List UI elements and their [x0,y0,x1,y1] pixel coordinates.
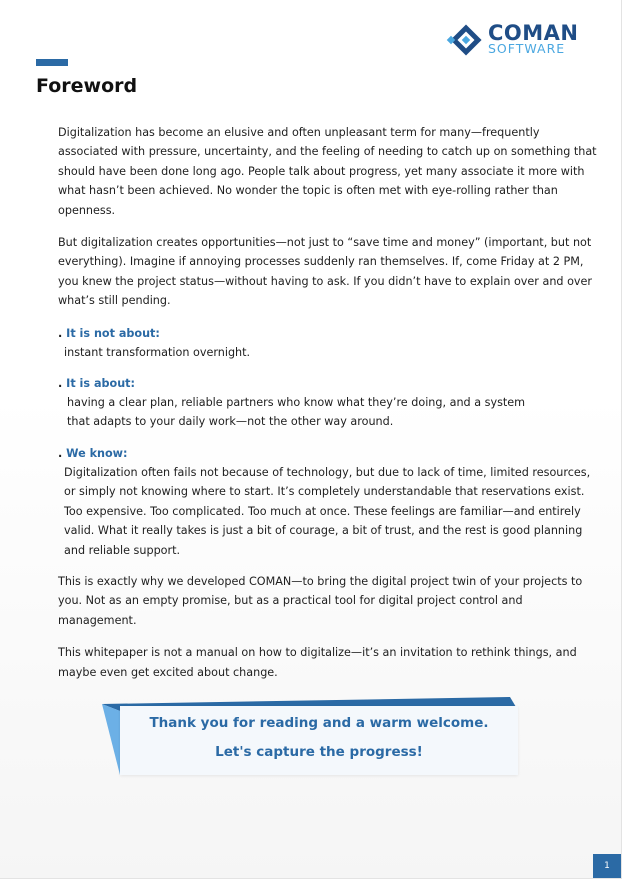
coman-logo [446,20,606,60]
page-title: Foreword [36,75,138,97]
callout-thank-you: Thank you for reading and a warm welcome. [149,715,489,731]
intro-paragraph-1: Digitalization has become an elusive and often unpleasant term for many—frequently associated with pressure, uncertainty, and the feeling of needing to catch up on something that should have been done long ago. People talk about progress, yet many associate it more with what hasn’t been achieved. No wonder the topic is often met with eye-rolling rather than openness. [58,126,597,217]
section-text: having a clear plan, reliable partners who know what they’re doing, and a system that adapts to your daily work—not the other way around. [67,396,526,429]
section-label-text: We know: [66,446,128,460]
intro-paragraph-2: But digitalization creates opportunities—not just to “save time and money” (important, but not everything). Imagine if annoying processes suddenly ran themselves. If, come Friday at 2 PM, you knew the project status—without having to ask. If you didn’t have to explain over and over what’s still pending. [58,236,593,308]
thank-you-callout [102,697,522,781]
bullet-dot: . [58,446,67,460]
title-accent-bar [36,59,68,66]
section-label-text: It is not about: [66,326,160,340]
closing-paragraph-1: This is exactly why we developed COMAN—to bring the digital project twin of your projects to you. Not as an empty promise, but as a practical tool for digital project control and management. [58,574,583,627]
foreword-body [58,123,598,695]
section-label [58,374,598,393]
callout-box [120,706,518,775]
section-label [58,444,598,463]
bullet-dot: . [58,377,67,391]
logo-subtitle: SOFTWARE [488,41,566,56]
section-label [58,324,598,343]
coman-diamond-icon [446,20,486,60]
section-text: Digitalization often fails not because of technology, but due to lack of time, limited resources, or simply not knowing where to start. It’s completely understandable that reservations exist. Too expensive. Too complicated. Too much at once. These feelings are familiar—and entirely valid. What it really takes is just a bit of courage, a bit of trust, and the rest is good planning and reliable support. [64,465,591,557]
bullet-dot: . [58,326,67,340]
closing-paragraph-2: This whitepaper is not a manual on how to digitalize—it’s an invitation to rethink things, and maybe even get excited about change. [58,646,577,679]
section-text: instant transformation overnight. [64,345,251,359]
page-number: 1 [593,854,621,878]
section-label-text: It is about: [66,377,135,391]
section-about [58,374,598,432]
callout-capture-progress: Let's capture the progress! [215,744,423,760]
section-know [58,444,598,560]
logo-wordmark: COMAN [488,21,579,45]
section-not-about [58,324,598,362]
